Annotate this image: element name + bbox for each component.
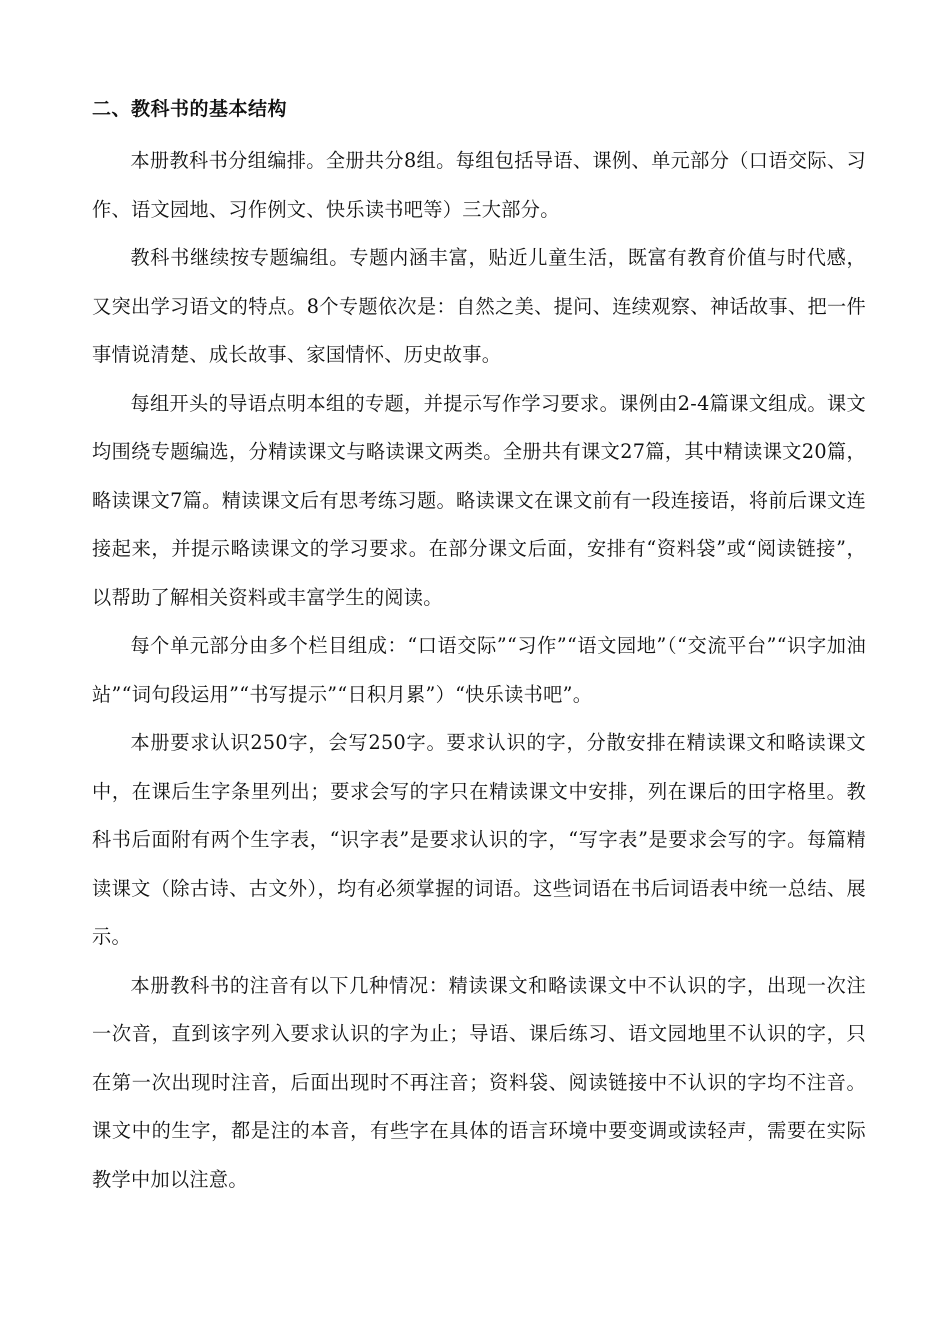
section-heading: 二、教科书的基本结构: [92, 98, 288, 120]
paragraph-structure-overview: 本册教科书分组编排。全册共分8组。每组包括导语、课例、单元部分（口语交际、习作、语文园地、习作例文、快乐读书吧等）三大部分。: [92, 149, 866, 221]
paragraph-lessons: 每组开头的导语点明本组的专题，并提示写作学习要求。课例由2-4篇课文组成。课文均围绕专题编选，分精读课文与略读课文两类。全册共有课文27篇，其中精读课文20篇，略读课文7篇。精读课文后有思考练习题。略读课文在课文前有一段连接语，将前后课文连接起来，并提示略读课文的学习要求。在部分课文后面，安排有“资料袋”或“阅读链接”，以帮助了解相关资料或丰富学生的阅读。: [92, 391, 866, 609]
paragraph-topics: 教科书继续按专题编组。专题内涵丰富，贴近儿童生活，既富有教育价值与时代感，又突出学习语文的特点。8个专题依次是：自然之美、提问、连续观察、神话故事、把一件事情说清楚、成长故事、家国情怀、历史故事。: [92, 246, 866, 366]
paragraph-phonetic-notes: 本册教科书的注音有以下几种情况：精读课文和略读课文中不认识的字，出现一次注一次音，直到该字列入要求认识的字为止；导语、课后练习、语文园地里不认识的字，只在第一次出现时注音，后面出现时不再注音；资料袋、阅读链接中不认识的字均不注音。课文中的生字，都是注的本音，有些字在具体的语言环境中要变调或读轻声，需要在实际教学中加以注意。: [92, 973, 866, 1191]
document-page: [92, 96, 866, 1204]
paragraph-characters: 本册要求认识250字，会写250字。要求认识的字，分散安排在精读课文和略读课文中，在课后生字条里列出；要求会写的字只在精读课文中安排，列在课后的田字格里。教科书后面附有两个生字表，“识字表”是要求认识的字，“写字表”是要求会写的字。每篇精读课文（除古诗、古文外），均有必须掌握的词语。这些词语在书后词语表中统一总结、展示。: [92, 731, 866, 948]
paragraph-unit-sections: 每个单元部分由多个栏目组成：“口语交际”“习作”“语文园地”（“交流平台”“识字加油站”“词句段运用”“书写提示”“日积月累”）“快乐读书吧”。: [92, 634, 866, 706]
